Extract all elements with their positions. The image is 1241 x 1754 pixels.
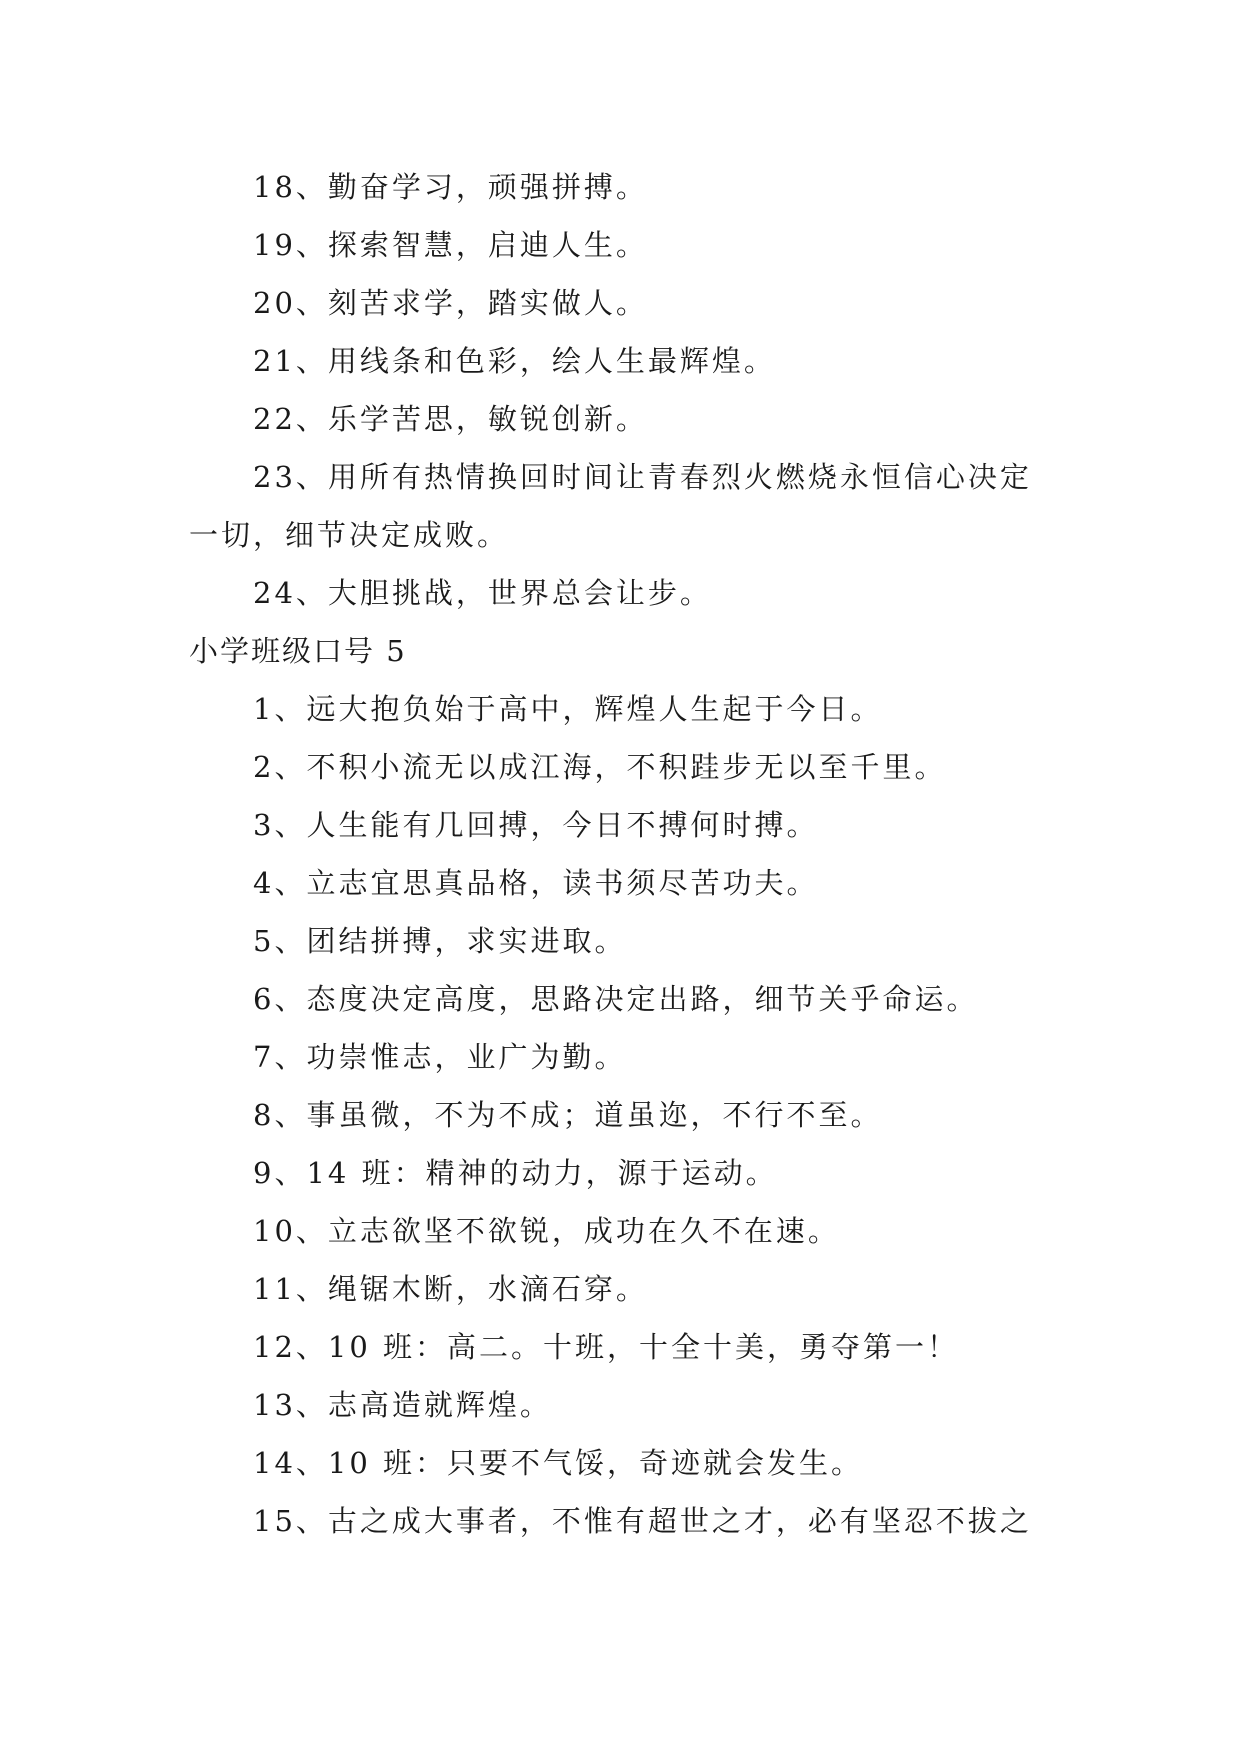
slogan-item-15: 15、古之成大事者，不惟有超世之才，必有坚忍不拔之 (253, 1504, 1032, 1538)
slogan-item-6: 6、态度决定高度，思路决定出路，细节关乎命运。 (253, 982, 979, 1016)
slogan-item-1: 1、远大抱负始于高中，辉煌人生起于今日。 (253, 692, 883, 726)
slogan-item-4: 4、立志宜思真品格，读书须尽苦功夫。 (253, 866, 819, 900)
slogan-item-13: 13、志高造就辉煌。 (253, 1388, 552, 1422)
slogan-item-2: 2、不积小流无以成江海，不积跬步无以至千里。 (253, 750, 947, 784)
slogan-item-18: 18、勤奋学习，顽强拼搏。 (253, 170, 648, 204)
slogan-item-14: 14、10 班：只要不气馁，奇迹就会发生。 (253, 1446, 864, 1480)
slogan-item-11: 11、绳锯木断，水滴石穿。 (253, 1272, 648, 1306)
slogan-item-8: 8、事虽微，不为不成；道虽迩，不行不至。 (253, 1098, 883, 1132)
section-heading: 小学班级口号 5 (189, 634, 407, 668)
slogan-item-3: 3、人生能有几回搏，今日不搏何时搏。 (253, 808, 819, 842)
slogan-item-19: 19、探索智慧，启迪人生。 (253, 228, 648, 262)
slogan-item-23-line1: 23、用所有热情换回时间让青春烈火燃烧永恒信心决定 (253, 460, 1032, 494)
slogan-item-21: 21、用线条和色彩，绘人生最辉煌。 (253, 344, 776, 378)
slogan-item-10: 10、立志欲坚不欲锐，成功在久不在速。 (253, 1214, 840, 1248)
slogan-item-23-line2: 一切，细节决定成败。 (189, 518, 510, 552)
slogan-item-20: 20、刻苦求学，踏实做人。 (253, 286, 648, 320)
slogan-item-9: 9、14 班：精神的动力，源于运动。 (253, 1156, 778, 1190)
slogan-item-22: 22、乐学苦思，敏锐创新。 (253, 402, 648, 436)
slogan-item-12: 12、10 班：高二。十班，十全十美，勇夺第一！ (253, 1330, 960, 1364)
slogan-item-7: 7、功崇惟志，业广为勤。 (253, 1040, 627, 1074)
slogan-item-24: 24、大胆挑战，世界总会让步。 (253, 576, 712, 610)
slogan-item-5: 5、团结拼搏，求实进取。 (253, 924, 627, 958)
document-body (189, 158, 1059, 1550)
